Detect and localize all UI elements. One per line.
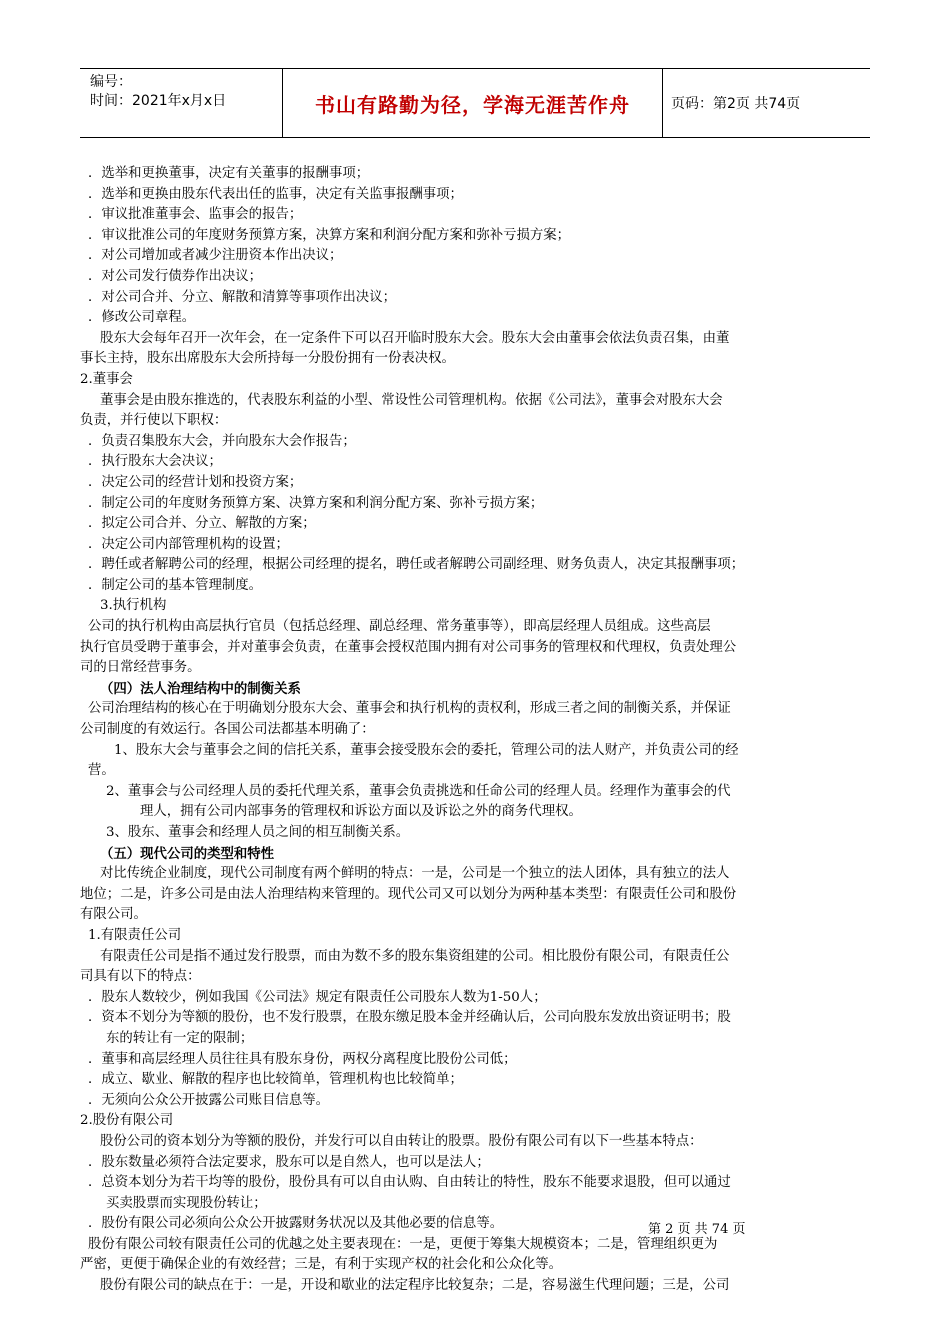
document-time: 时间：2021年x月x日 (90, 93, 227, 109)
body-line: 3.执行机构 (100, 598, 167, 614)
body-line: ．审议批准公司的年度财务预算方案，决算方案和利润分配方案和弥补亏损方案； (88, 227, 571, 243)
body-line: ．负责召集股东大会，并向股东大会作报告； (88, 433, 356, 449)
body-line: 营。 (88, 763, 115, 779)
body-line: ．审议批准董事会、监事会的报告； (88, 207, 303, 223)
body-line: 2、董事会与公司经理人员的委托代理关系，董事会负责挑选和任命公司的经理人员。经理作为董事会的代 (106, 783, 731, 799)
body-line: ．制定公司的年度财务预算方案、决算方案和利润分配方案、弥补亏损方案； (88, 495, 544, 511)
body-line: 1、股东大会与董事会之间的信托关系，董事会接受股东会的委托，管理公司的法人财产，并负责公司的经 (114, 742, 739, 758)
body-line: （五）现代公司的类型和特性 (100, 845, 275, 862)
body-line: 股份公司的资本划分为等额的股份，并发行可以自由转让的股票。股份有限公司有以下一些基本特点： (100, 1133, 703, 1149)
body-line: 股东大会每年召开一次年会，在一定条件下可以召开临时股东大会。股东大会由董事会依法负责召集，由董 (100, 330, 730, 346)
body-line: 严密，更便于确保企业的有效经营；三是，有利于实现产权的社会化和公众化等。 (80, 1257, 563, 1273)
body-line: 负责，并行使以下职权： (80, 413, 228, 429)
body-line: 公司制度的有效运行。各国公司法都基本明确了： (80, 722, 375, 738)
body-line: 理人，拥有公司内部事务的管理权和诉讼方面以及诉讼之外的商务代理权。 (140, 804, 582, 820)
body-line: ．决定公司的经营计划和投资方案； (88, 474, 303, 490)
body-line: ．修改公司章程。 (88, 310, 196, 326)
document-number: 编号： (90, 74, 132, 90)
header-page-info: 页码：第2页 共74页 (671, 96, 801, 112)
body-line: ．董事和高层经理人员往往具有股东身份，两权分离程度比股份公司低； (88, 1051, 517, 1067)
body-line: ．股东数量必须符合法定要求，股东可以是自然人，也可以是法人； (88, 1154, 490, 1170)
body-line: ．聘任或者解聘公司的经理，根据公司经理的提名，聘任或者解聘公司副经理、财务负责人，决定其报酬事项； (88, 557, 745, 573)
page-footer: 第 2 页 共 74 页 (648, 1222, 746, 1237)
body-line: ．选举和更换董事，决定有关董事的报酬事项； (88, 166, 370, 181)
document-body (80, 164, 893, 1297)
body-line: 东的转让有一定的限制； (106, 1030, 254, 1046)
body-line: 事长主持，股东出席股东大会所持每一分股份拥有一份表决权。 (80, 351, 455, 367)
body-line: 买卖股票而实现股份转让； (106, 1195, 267, 1211)
body-line: ．股份有限公司必须向公众公开披露财务状况以及其他必要的信息等。 (88, 1216, 504, 1232)
body-line: ．对公司合并、分立、解散和清算等事项作出决议； (88, 289, 396, 305)
body-line: 有限责任公司是指不通过发行股票，而由为数不多的股东集资组建的公司。相比股份有限公司，有限责任公 (100, 948, 730, 964)
header-motto-cell (283, 69, 663, 137)
body-line: ．总资本划分为若干均等的股份，股份具有可以自由认购、自由转让的特性，股东不能要求退股，但可以通过 (88, 1175, 731, 1191)
body-line: ．成立、歇业、解散的程序也比较简单，管理机构也比较简单； (88, 1072, 463, 1088)
body-line: （四）法人治理结构中的制衡关系 (100, 680, 301, 697)
body-line: 地位；二是，许多公司是由法人治理结构来管理的。现代公司又可以划分为两种基本类型：有限责任公司和股份 (80, 886, 737, 902)
body-line: ．对公司发行债券作出决议； (88, 268, 263, 284)
body-line: ．对公司增加或者减少注册资本作出决议； (88, 248, 343, 264)
body-line: 对比传统企业制度，现代公司制度有两个鲜明的特点：一是，公司是一个独立的法人团体，具有独立的法人 (100, 866, 730, 882)
header-meta (80, 69, 283, 137)
header-motto: 书山有路勤为径，学海无涯苦作舟 (315, 92, 630, 117)
body-line: 股份有限公司的缺点在于：一是，开设和歇业的法定程序比较复杂；二是，容易滋生代理问题；三是，公司 (100, 1278, 730, 1294)
body-line: 司具有以下的特点： (80, 969, 201, 985)
body-line: 董事会是由股东推选的，代表股东利益的小型、常设性公司管理机构。依据《公司法》，董事会对股东大会 (100, 392, 723, 408)
page-header (80, 68, 870, 138)
body-line: 3、股东、董事会和经理人员之间的相互制衡关系。 (106, 825, 410, 840)
body-line: ．执行股东大会决议； (88, 454, 222, 470)
body-line: ．制定公司的基本管理制度。 (88, 577, 263, 593)
body-line: 有限公司。 (80, 907, 147, 923)
body-line: ．股东人数较少，例如我国《公司法》规定有限责任公司股东人数为1-50人； (88, 989, 547, 1005)
body-line: ．决定公司内部管理机构的设置； (88, 536, 289, 552)
body-line: ．拟定公司合并、分立、解散的方案； (88, 516, 316, 532)
body-line: 执行官员受聘于董事会，并对董事会负责，在董事会授权范围内拥有对公司事务的管理权和代理权，负责处理公 (80, 639, 737, 655)
body-line: 1.有限责任公司 (88, 927, 182, 943)
body-line: ．选举和更换由股东代表出任的监事，决定有关监事报酬事项； (88, 186, 463, 202)
body-line: 2.股份有限公司 (80, 1113, 174, 1129)
body-line: ．资本不划分为等额的股份，也不发行股票，在股东缴足股本金并经确认后，公司向股东发放出资证明书；股 (88, 1010, 731, 1026)
body-line: ．无须向公众公开披露公司账目信息等。 (88, 1092, 330, 1108)
body-line: 司的日常经营事务。 (80, 660, 201, 676)
body-line: 公司的执行机构由高层执行官员（包括总经理、副总经理、常务董事等），即高层经理人员组成。这些高层 (88, 619, 711, 635)
body-line: 公司治理结构的核心在于明确划分股东大会、董事会和执行机构的责权利，形成三者之间的制衡关系，并保证 (88, 701, 731, 717)
body-line: 2.董事会 (80, 371, 133, 387)
body-line: 股份有限公司较有限责任公司的优越之处主要表现在：一是，更便于筹集大规模资本；二是，管理组织更为 (88, 1236, 718, 1252)
